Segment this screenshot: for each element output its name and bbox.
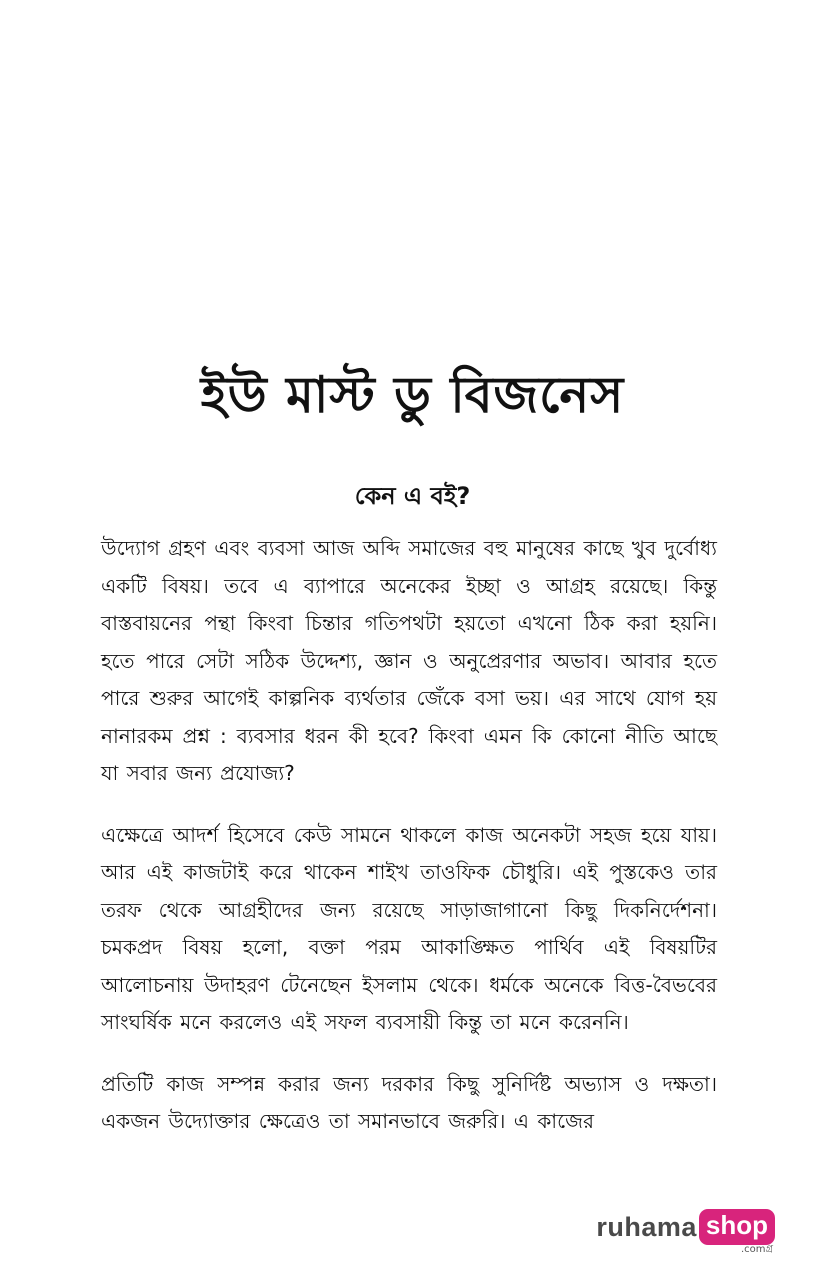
paragraph-2: এক্ষেত্রে আদর্শ হিসেবে কেউ সামনে থাকলে কাজ অনেকটা সহজ হয়ে যায়। আর এই কাজটাই করে থাকেন শাইখ তাওফিক চৌধুরি। এই পুস্তকেও তার তরফ থেকে আগ্রহীদের জন্য রয়েছে সাড়াজাগানো কিছু দিকনির্দেশনা। চমকপ্রদ বিষয় হলো, বক্তা পরম আকাঙ্ক্ষিত পার্থিব এই বিষয়টির আলোচনায় উদাহরণ টেনেছেন ইসলাম থেকে। ধর্মকে অনেকে বিত্ত-বৈভবের সাংঘর্ষিক মনে করলেও এই সফল ব্যবসায়ী কিন্তু তা মনে করেননি। <box>101 822 717 1034</box>
logo-text-domain: .comগ্র <box>740 1244 773 1255</box>
ruhamashop-logo <box>596 1209 775 1255</box>
logo-text-shop: shop <box>699 1209 775 1245</box>
paragraph-1: উদ্যোগ গ্রহণ এবং ব্যবসা আজ অব্দি সমাজের বহু মানুষের কাছে খুব দুর্বোধ্য একটি বিষয়। তবে এ ব্যাপারে অনেকের ইচ্ছা ও আগ্রহ রয়েছে। কিন্তু বাস্তবায়নের পন্থা কিংবা চিন্তার গতিপথটা হয়তো এখনো ঠিক করা হয়নি। হতে পারে সেটা সঠিক উদ্দেশ্য, জ্ঞান ও অনুপ্রেরণার অভাব। আবার হতে পারে শুরুর আগেই কাল্পনিক ব্যর্থতার জেঁকে বসা ভয়। এর সাথে যোগ হয় নানারকম প্রশ্ন : ব্যবসার ধরন কী হবে? কিংবা এমন কি কোনো নীতি আছে যা সবার জন্য প্রযোজ্য? <box>101 536 717 785</box>
body-text <box>101 530 717 1165</box>
section-title: কেন এ বই? <box>354 482 471 510</box>
book-title: ইউ মাস্ট ডু বিজনেস <box>200 366 625 424</box>
logo-text-ruhama: ruhama <box>596 1211 697 1242</box>
logo-shop-badge <box>699 1209 775 1255</box>
paragraph-3: প্রতিটি কাজ সম্পন্ন করার জন্য দরকার কিছু সুনির্দিষ্ট অভ্যাস ও দক্ষতা। একজন উদ্যোক্তার ক্ষেত্রেও তা সমানভাবে জরুরি। এ কাজের <box>101 1071 717 1133</box>
